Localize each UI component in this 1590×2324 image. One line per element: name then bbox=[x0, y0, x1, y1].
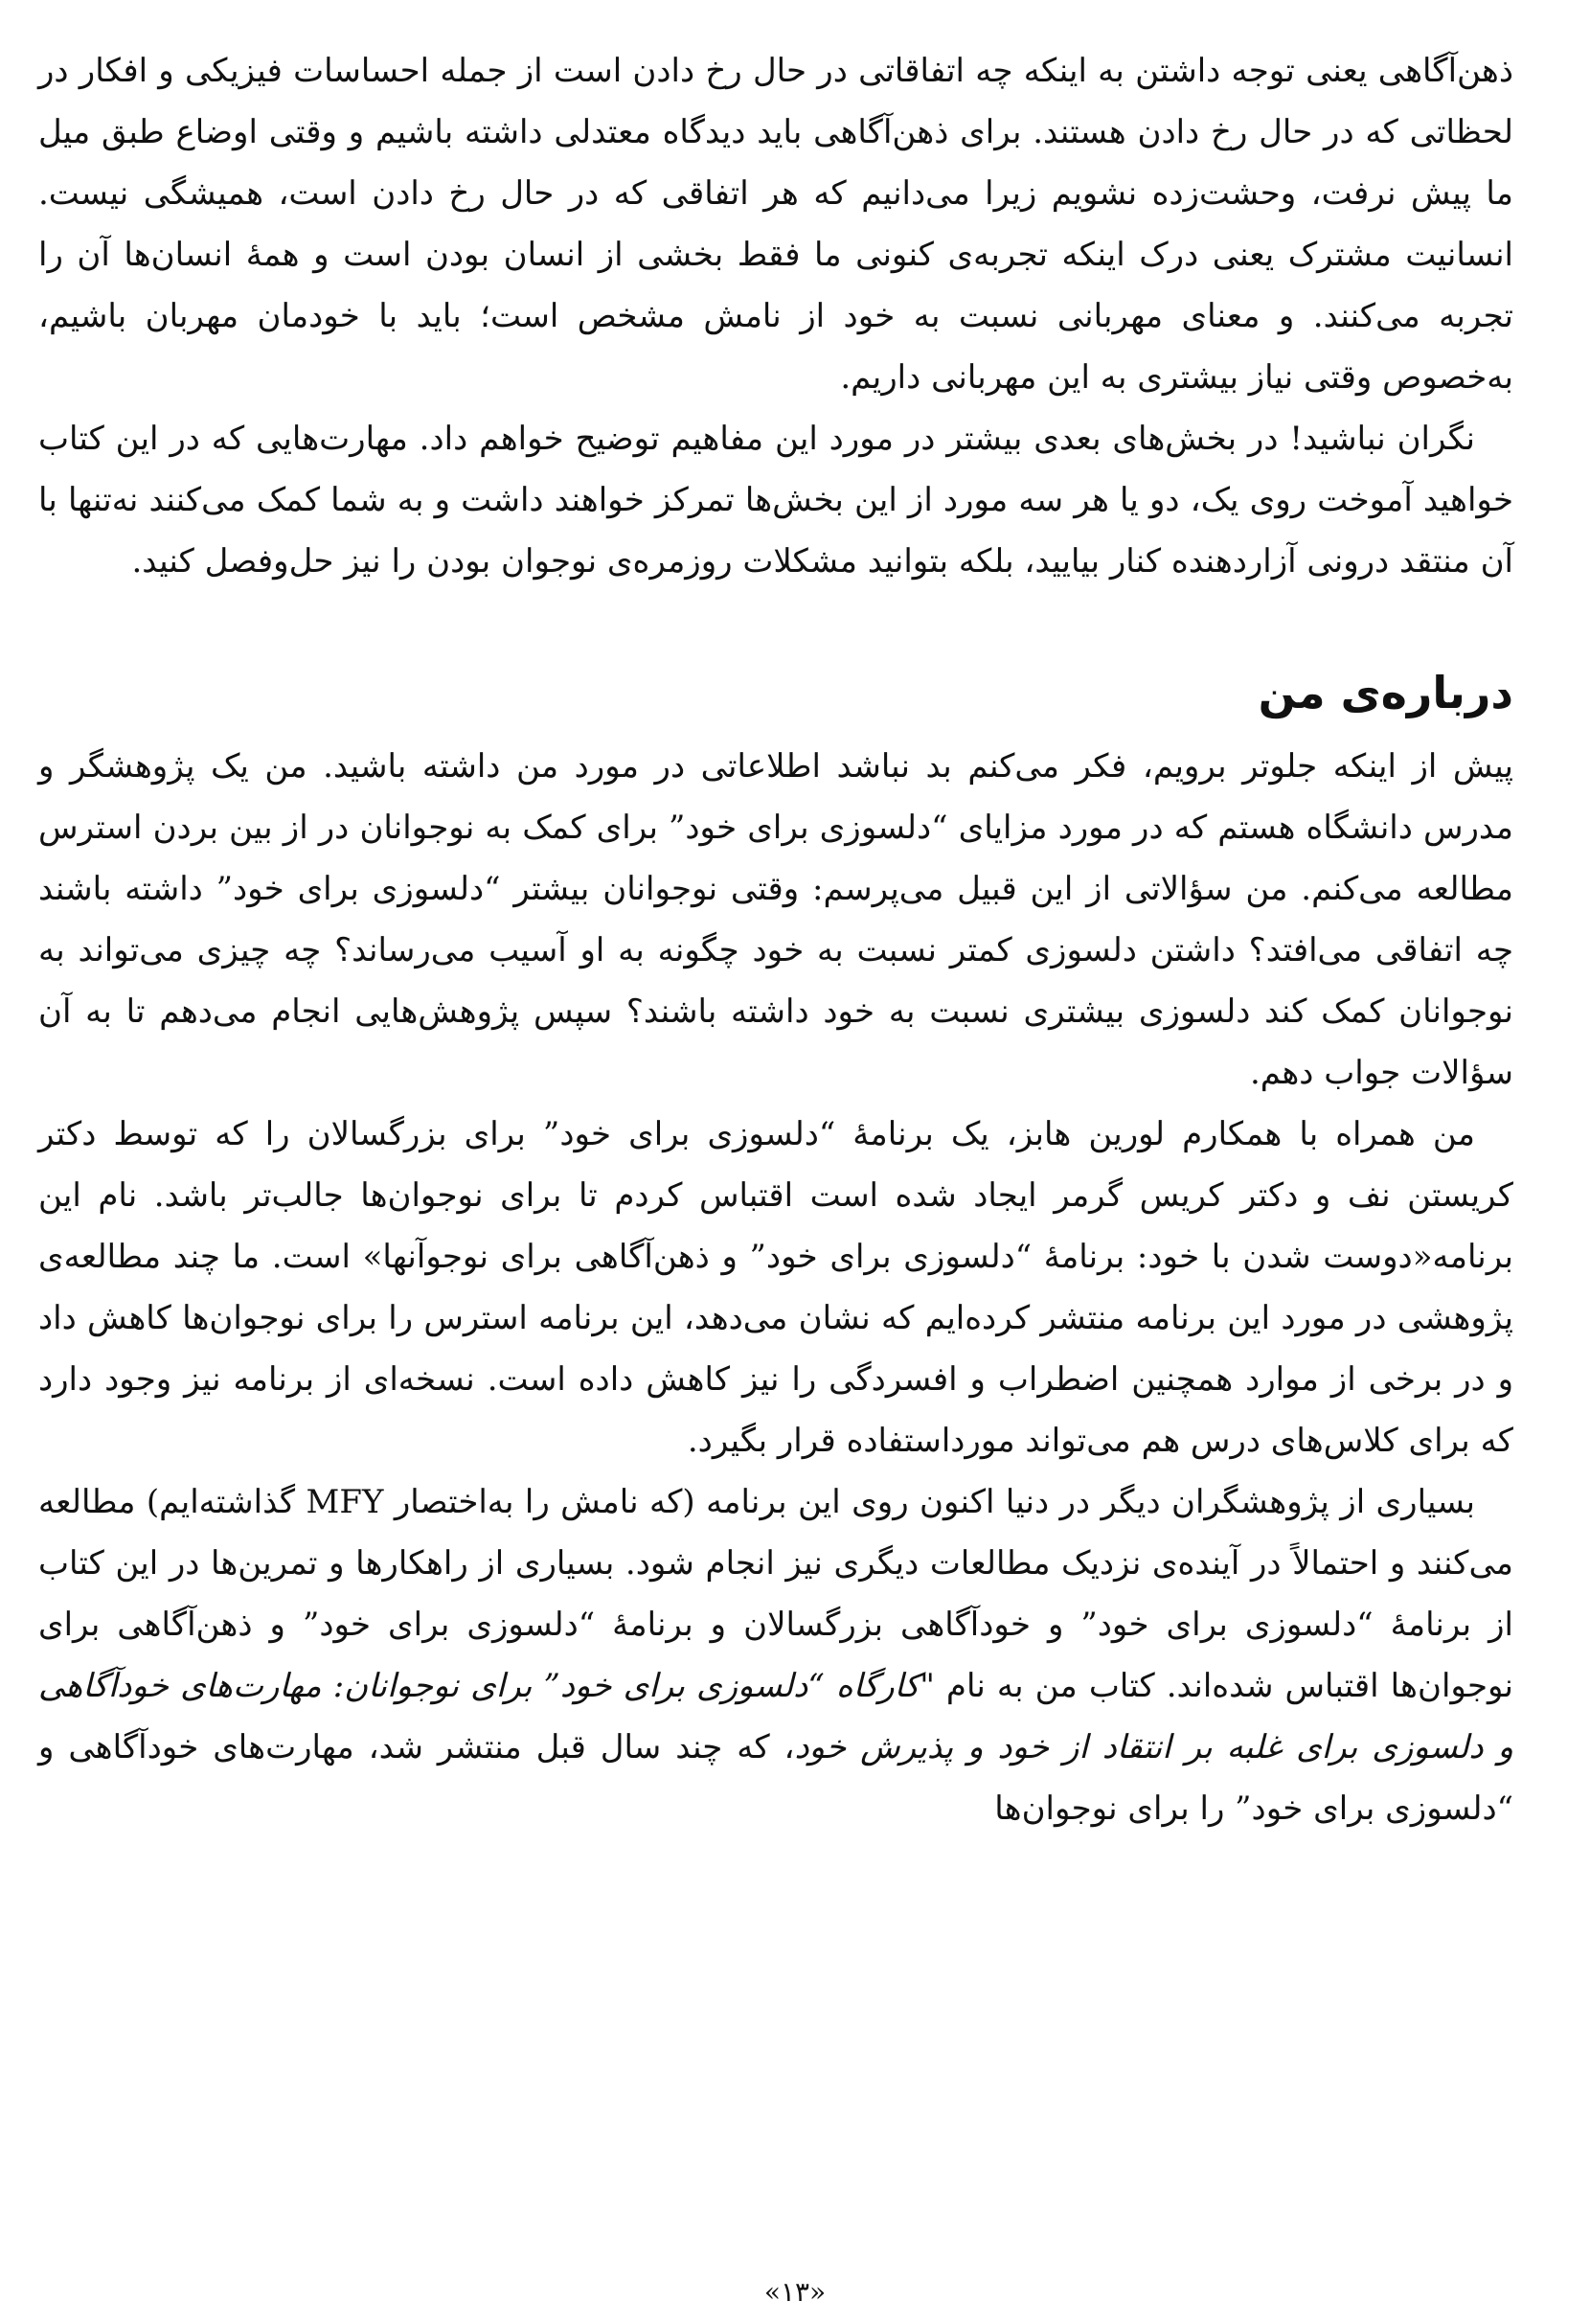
body-paragraph: پیش از اینکه جلوتر برویم، فکر می‌کنم بد نباشد اطلاعاتی در مورد من داشته باشید. من یک پژوهشگر و مدرس دانشگاه هستم که در مورد مزایای “دلسوزی برای خود” برای کمک به نوجوانان در از بین بردن استرس مطالعه می‌کنم. من سؤالاتی از این قبیل می‌پرسم: وقتی نوجوانان بیشتر “دلسوزی برای خود” داشته باشند چه اتفاقی می‌افتد؟ داشتن دلسوزی کمتر نسبت به خود چگونه به او آسیب می‌رساند؟ چه چیزی می‌تواند به نوجوانان کمک کند دلسوزی بیشتری نسبت به خود داشته باشند؟ سپس پژوهش‌هایی انجام می‌دهم تا به آن سؤالات جواب دهم. bbox=[38, 747, 1513, 1092]
body-paragraph: نگران نباشید! در بخش‌های بعدی بیشتر در مورد این مفاهیم توضیح خواهم داد. مهارت‌هایی که در این کتاب خواهید آموخت روی یک، دو یا هر سه مورد از این بخش‌ها تمرکز خواهند داشت و به شما کمک می‌کنند نه‌تنها با آن منتقد درونی آزاردهنده کنار بیایید، بلکه بتوانید مشکلات روزمره‌ی نوجوان بودن را نیز حل‌وفصل کنید. bbox=[38, 420, 1513, 581]
section-heading: درباره‌ی من bbox=[1258, 667, 1513, 718]
document-page bbox=[38, 40, 1513, 1839]
body-paragraph: من همراه با همکارم لورین هابز، یک برنامهٔ “دلسوزی برای خود” برای بزرگسالان را که توسط دکتر کریستن نف و دکتر کریس گرمر ایجاد شده است اقتباس کردم تا برای نوجوان‌ها جالب‌تر باشد. نام این برنامه«دوست شدن با خود: برنامهٔ “دلسوزی برای خود” و ذهن‌آگاهی برای نوجوآنها» است. ما چند مطالعه‌ی پژوهشی در مورد این برنامه منتشر کرده‌ایم که نشان می‌دهد، این برنامه استرس را برای نوجوان‌ها کاهش داد و در برخی از موارد همچنین اضطراب و افسردگی را نیز کاهش داده است. نسخه‌ای از برنامه نیز وجود دارد که برای کلاس‌های درس هم می‌تواند مورداستفاده قرار بگیرد. bbox=[38, 1115, 1514, 1460]
book-title: کارگاه “دلسوزی برای خود” برای نوجوانان: مهارت‌های خودآگاهی و دلسوزی برای غلبه بر انتقاد از خود و پذیرش خود bbox=[38, 1667, 1513, 1766]
paragraph-text: بسیاری از پژوهشگران دیگر در دنیا اکنون روی این برنامه (که نامش را به‌اختصار MFY گذاشته‌ایم) مطالعه می‌کنند و احتمالاً در آینده‌ی نزدیک مطالعات دیگری نیز انجام شود. بسیاری از راهکارها و تمرین‌ها در این کتاب از برنامهٔ “دلسوزی برای خود” و خودآگاهی بزرگسالان و برنامهٔ “دلسوزی برای خود” و ذهن‌آگاهی برای نوجوان‌ها اقتباس شده‌اند. کتاب من به نام " bbox=[38, 1483, 1513, 1705]
page-number: «۱۳» bbox=[763, 2276, 827, 2308]
paragraph-text: ، که چند سال قبل منتشر شد، مهارت‌های خودآگاهی و “دلسوزی برای خود” را برای نوجوان‌ها bbox=[38, 1728, 1513, 1828]
body-paragraph: ذهن‌آگاهی یعنی توجه داشتن به اینکه چه اتفاقاتی در حال رخ دادن است از جمله احساسات فیزیکی و افکار در لحظاتی که در حال رخ دادن هستند. برای ذهن‌آگاهی باید دیدگاه معتدلی داشته باشیم و وقتی اوضاع طبق میل ما پیش نرفت، وحشت‌زده نشویم زیرا می‌دانیم که هر اتفاقی که در حال رخ دادن است، همیشگی نیست. انسانیت مشترک یعنی درک اینکه تجربه‌ی کنونی ما فقط بخشی از انسان بودن است و همهٔ انسان‌ها آن را تجربه می‌کنند. و معنای مهربانی نسبت به خود از نامش مشخص است؛ باید با خودمان مهربان باشیم، به‌خصوص وقتی نیاز بیشتری به این مهربانی داریم. bbox=[38, 52, 1514, 397]
body-paragraph-last bbox=[38, 1471, 1513, 1839]
